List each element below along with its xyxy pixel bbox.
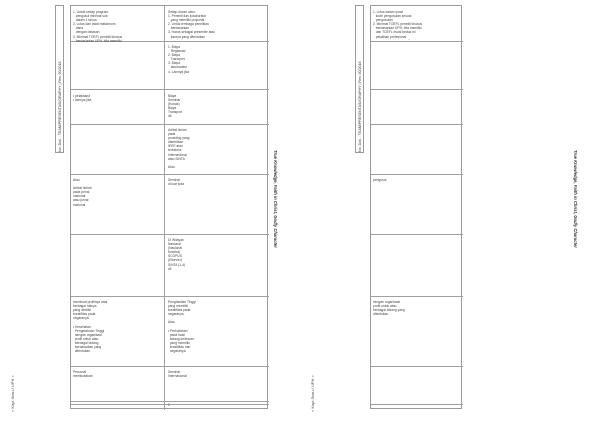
table-cell-terms: pengusul bbox=[373, 178, 387, 182]
doc-number: No. Dok. : TEAM/PRESENTASI/GRAPHY | Rev. 00/2018 bbox=[58, 61, 62, 152]
table-cell-activity: Personal membuktikan bbox=[73, 370, 93, 379]
table-cell-activity: Seminar Internasional bbox=[168, 370, 187, 379]
table-cell-scope: 1. Lulus dalam surat kode pengusulan sesuai pengusulan 2. Minimal TOEFL peneliti khusus berdasarkan UPH, bila memiliki dan TOEFL mulai kedua ini pelatihan profesional bbox=[373, 10, 423, 39]
page-footer: « Kopi Susu / UPH » bbox=[10, 375, 15, 412]
table-cell-source: 1. Biaya Registrasi 2. Biaya Transport 3. Biaya akomodasi 4. Lainnya jika bbox=[168, 45, 190, 74]
table-cell-output: Artikel ilmiah pada prosiding yang diterbitkan IEEE atau terindeks Internasional atau SINTA Atau bbox=[168, 128, 190, 169]
table-cell-terms: • pelaksana • lainnya jika bbox=[73, 94, 92, 103]
page-footer: « Kopi Susu / UPH » bbox=[310, 375, 315, 412]
table-cell-output: Atau Artikel ilmiah pada jurnal nasional atau jurnal nasional bbox=[73, 178, 92, 207]
page-tagline: True Knowledge, Faith in Christ, Godly Character bbox=[273, 150, 278, 248]
table-cell-requirement: dengan organisasi profil untuk atau berbagai bidang yang ditentukan. bbox=[373, 300, 405, 317]
table-cell-index: Di Wilayah Nasional (Nasional Ketahui) SCOPUS (Elsevier) SINTA (1-4) dll bbox=[168, 238, 186, 271]
table-cell-requirement: Penghasilan Tinggi yang memiliki kreatifitas pada negaranya. Atau • Perkuliahan pada hasil bidang keilmuan yang memiliki kreatifitas dan negaranya. bbox=[168, 300, 196, 354]
doc-number: No. Dok. : TEAM/PRESENTASI/GRAPHY | Rev. 00/2018 bbox=[358, 61, 362, 152]
table-cell-location: Seminar di luar kota bbox=[168, 178, 185, 187]
row-number: 2 bbox=[168, 403, 170, 407]
table-cell-scope: Setiap dosen atau: 1. Peneliti dan kolaborator yang memiliki proposal 2. Untuk lembaga penelitian berdasarkan 3. Harus sebagai presenter atau karena yang ditentukan bbox=[168, 10, 216, 39]
program-table-continued bbox=[370, 5, 462, 409]
table-cell-requirement: membuat profilnya atas berbagai halnya yang dimiliki kreatifitas pada negaranya. • Kesehatan Pengetahuan Tinggi dengan organisasi profil untuk atau berbagai bidang berdasarkan yang ditentukan. bbox=[73, 300, 108, 354]
program-table bbox=[70, 5, 268, 409]
table-cell-cost: Biaya Seminar (Konas) Biaya Transport dll bbox=[168, 94, 182, 119]
right-page bbox=[300, 0, 600, 424]
table-cell-scope: 1. Untuk setiap program, pengusul minimal sub dalam 1 tahun 2. Lulus dari awal maksimum dana dengan batasan 3. Minimal TOEFL peneliti khusus berdasarkan UPH, bila memiliki bbox=[73, 10, 123, 43]
doc-header-box bbox=[355, 5, 364, 153]
page-tagline: True Knowledge, Faith in Christ, Godly Character bbox=[573, 150, 578, 248]
doc-header-box bbox=[55, 5, 64, 153]
